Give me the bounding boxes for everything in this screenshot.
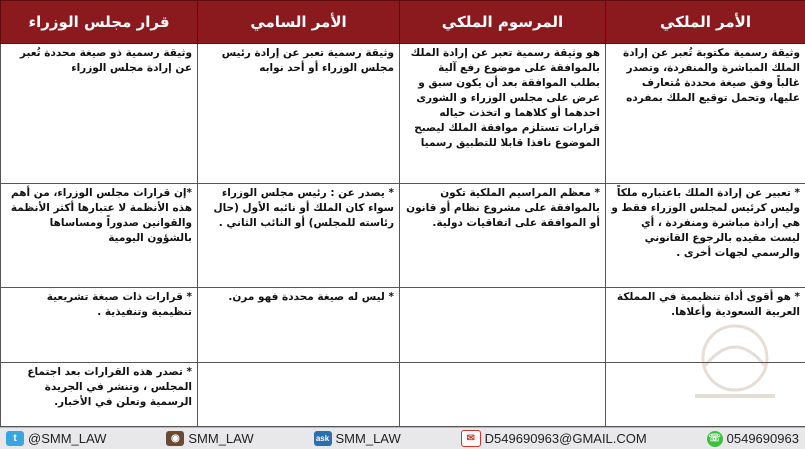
table-row [1,362,805,426]
twitter-contact[interactable] [6,431,106,446]
table-cell: * تعبير عن إرادة الملك باعتباره ملكاً وليس كرئيس لمجلس الوزراء فقط و هي إرادة مباشرة ومنفردة ، أي ليست مقيده بالرجوع القانوني والرسمي لجهات أخرى . [606,183,805,288]
email-address: D549690963@GMAIL.COM [484,431,647,446]
table-cell [606,362,805,426]
whatsapp-icon: ☏ [707,431,723,447]
whatsapp-number: 0549690963 [726,431,799,446]
table-cell: * تصدر هذه القرارات بعد اجتماع المجلس ، وتنشر في الجريدة الرسمية وتعلن في الأخبار. [1,362,198,426]
header-cabinet-decision: قرار مجلس الوزراء [1,1,198,44]
header-royal-decree: المرسوم الملكي [400,1,606,44]
ask-handle: SMM_LAW [335,431,401,446]
instagram-icon: ◉ [166,431,184,446]
table-cell: * ليس له صيغة محددة فهو مرن. [198,288,400,362]
ask-icon: ask [314,431,332,446]
table-cell: * هو أقوى أداة تنظيمية في المملكة العربية السعودية وأعلاها. [606,288,805,362]
header-royal-order: الأمر الملكي [606,1,805,44]
header-row [1,1,805,44]
table-cell: وثيقة رسمية تعبر عن إرادة رئيس مجلس الوزراء أو أحد نوابه [198,44,400,184]
contact-footer [0,427,805,449]
instagram-contact[interactable] [166,431,253,446]
mail-icon: ✉ [461,430,481,447]
table-cell: وثيقة رسمية ذو صيغة محددة تُعبر عن إرادة مجلس الوزراء [1,44,198,184]
email-contact[interactable] [461,430,647,447]
table-cell [198,362,400,426]
table-cell: * يصدر عن : رئيس مجلس الوزراء سواء كان الملك أو نائبه الأول (حال رئاسته للمجلس) أو النائب الثاني . [198,183,400,288]
twitter-handle: @SMM_LAW [28,431,107,446]
table-cell [400,288,606,362]
table-row [1,44,805,184]
twitter-icon: t [6,431,24,446]
table-cell [400,362,606,426]
table-row [1,183,805,288]
table-cell: * قرارات ذات صبغة تشريعية تنظيمية وتنفيذية . [1,288,198,362]
table-row [1,288,805,362]
table-cell: هو وثيقة رسمية تعبر عن إرادة الملك بالموافقة على موضوع رفع آلية بطلب الموافقة بعد أن يكون سبق و عرض على مجلس الوزراء و الشورى احدهما أو كلاهما و اتخذت حياله قرارات تستلزم موافقة الملك ليصبح الموضوع نافذا قابلا للتطبيق رسميا [400,44,606,184]
header-high-order: الأمر السامي [198,1,400,44]
ask-contact[interactable] [314,431,401,446]
table-cell: * معظم المراسيم الملكية تكون بالموافقة على مشروع نظام أو قانون أو الموافقة على اتفاقيات دولية. [400,183,606,288]
table-cell: *إن قرارات مجلس الوزراء، من أهم هذه الأنظمة لا عتبارها أكثر الأنظمة والقوانين صدوراً ومساساها بالشؤون اليومية [1,183,198,288]
table-cell: وثيقة رسمية مكتوبة تُعبر عن إرادة الملك المباشرة والمنفردة، وتصدر غالباً وفق صيغة محددة مُتعارف عليها، وتحمل توقيع الملك بمفرده [606,44,805,184]
whatsapp-contact[interactable] [707,431,799,447]
instagram-handle: SMM_LAW [188,431,254,446]
